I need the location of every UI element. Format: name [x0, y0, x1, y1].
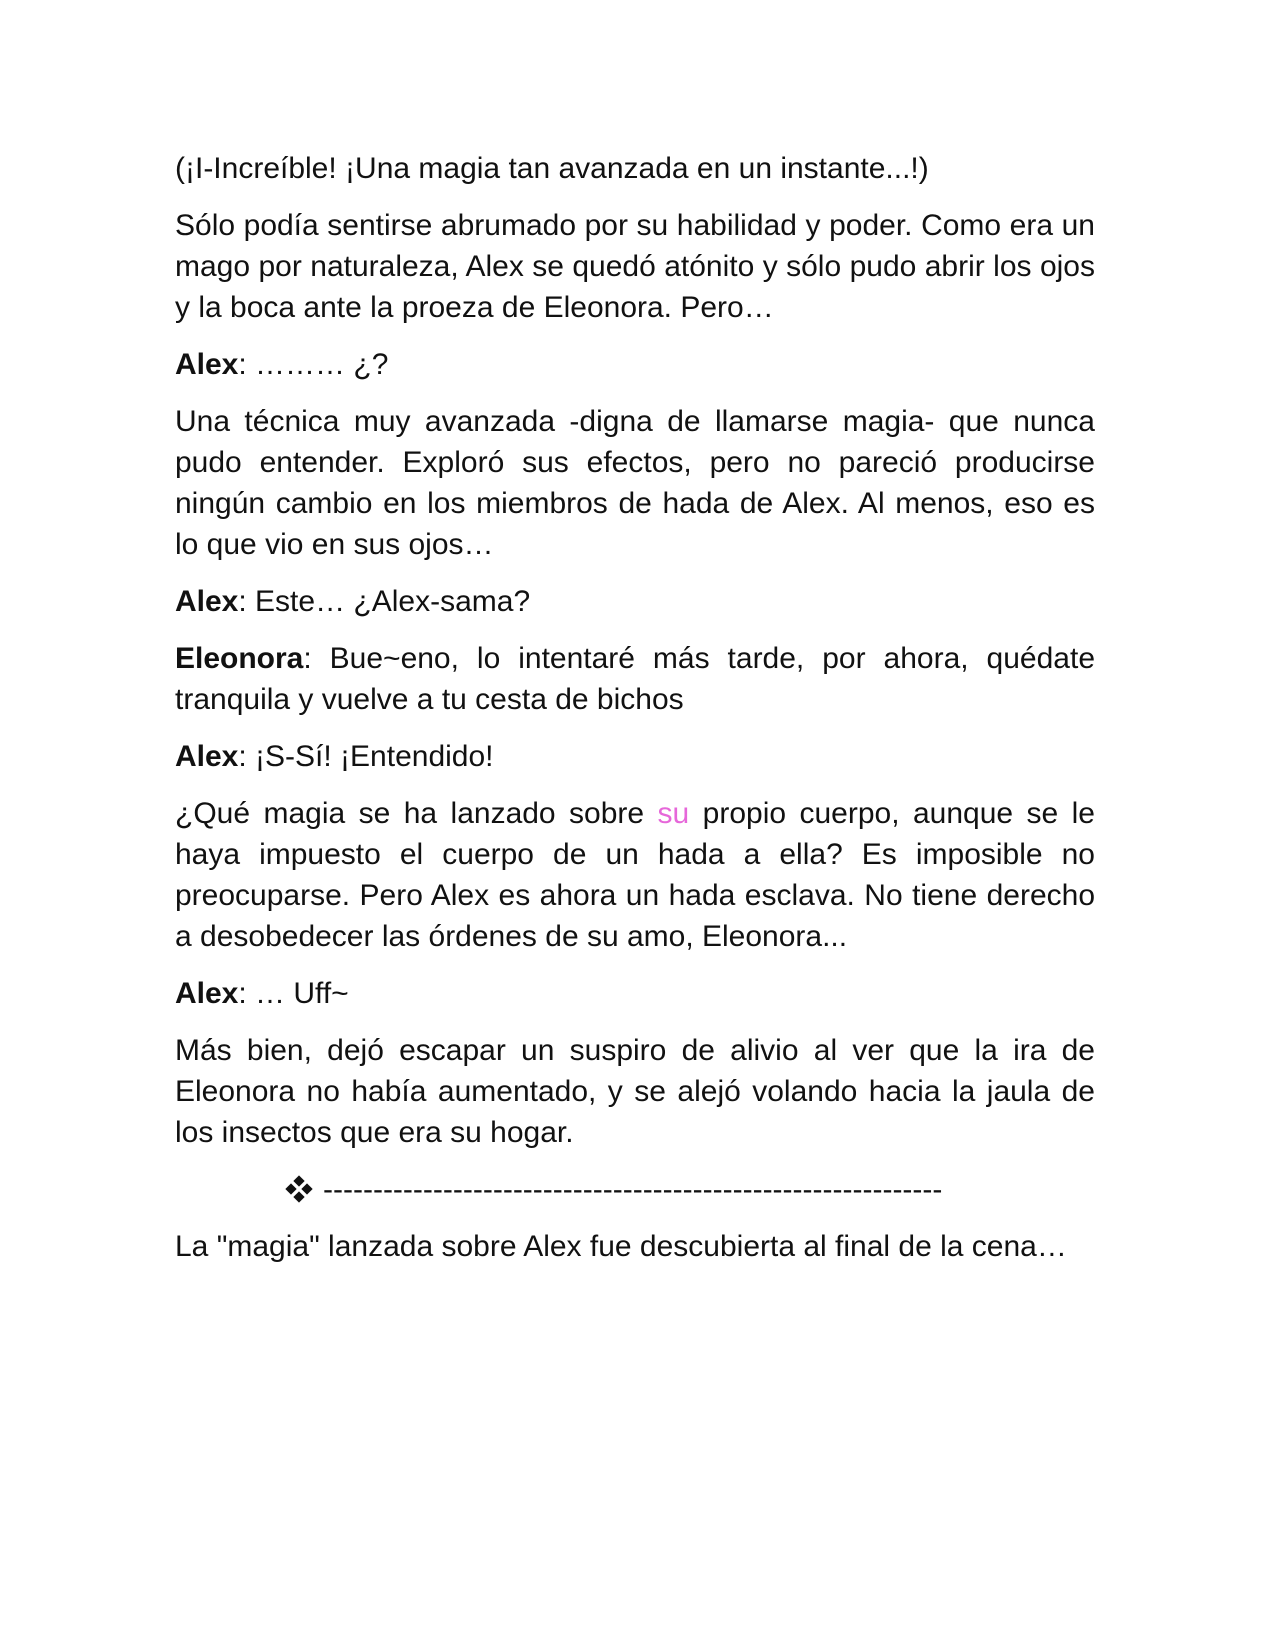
dialogue-line: [175, 344, 1095, 385]
dialogue-line: [175, 973, 1095, 1014]
four-diamonds-icon: [287, 1177, 311, 1201]
speaker-name: Alex: [175, 348, 239, 381]
section-separator: [175, 1169, 1095, 1210]
paragraph-thought: (¡I-Increíble! ¡Una magia tan avanzada en un instante...!): [175, 152, 929, 185]
dialogue-text: : ……… ¿?: [238, 348, 389, 381]
speaker-name: Alex: [175, 740, 239, 773]
narration-text: ¿Qué magia se ha lanzado sobre: [175, 797, 658, 830]
speaker-name: Alex: [175, 585, 239, 618]
dialogue-text: : Bue~eno, lo intentaré más tarde, por ahora, quédate tranquila y vuelve a tu cesta de bichos: [175, 642, 1095, 716]
dialogue-text: : Este… ¿Alex-sama?: [238, 585, 531, 618]
paragraph-narration: Sólo podía sentirse abrumado por su habilidad y poder. Como era un mago por naturaleza, Alex se quedó atónito y sólo pudo abrir los ojos y la boca ante la proeza de Eleonora. Pero…: [175, 209, 1095, 324]
highlighted-word: su: [657, 797, 690, 830]
dialogue-line: [175, 581, 1095, 622]
paragraph-narration: La "magia" lanzada sobre Alex fue descubierta al final de la cena…: [175, 1230, 1067, 1263]
paragraph-narration: [175, 793, 1095, 957]
dialogue-line: [175, 638, 1095, 720]
document-page: [175, 148, 1095, 1283]
speaker-name: Eleonora: [175, 642, 304, 675]
dialogue-text: : … Uff~: [238, 977, 349, 1010]
dialogue-text: : ¡S-Sí! ¡Entendido!: [238, 740, 494, 773]
separator-line: --------------------------------------------------------------: [323, 1173, 943, 1206]
paragraph-narration: Una técnica muy avanzada -digna de llamarse magia- que nunca pudo entender. Exploró sus efectos, pero no pareció producirse ningún cambio en los miembros de hada de Alex. Al menos, eso es lo que vio en sus ojos…: [175, 405, 1095, 561]
speaker-name: Alex: [175, 977, 239, 1010]
narration-text: propio cuerpo, aunque se le haya impuesto el cuerpo de un hada a ella? Es imposible no preocuparse. Pero Alex es ahora un hada esclava. No tiene derecho a desobedecer las órdenes de su amo, Eleonora...: [175, 797, 1095, 953]
dialogue-line: [175, 736, 1095, 777]
paragraph-narration: Más bien, dejó escapar un suspiro de alivio al ver que la ira de Eleonora no había aumentado, y se alejó volando hacia la jaula de los insectos que era su hogar.: [175, 1034, 1095, 1149]
